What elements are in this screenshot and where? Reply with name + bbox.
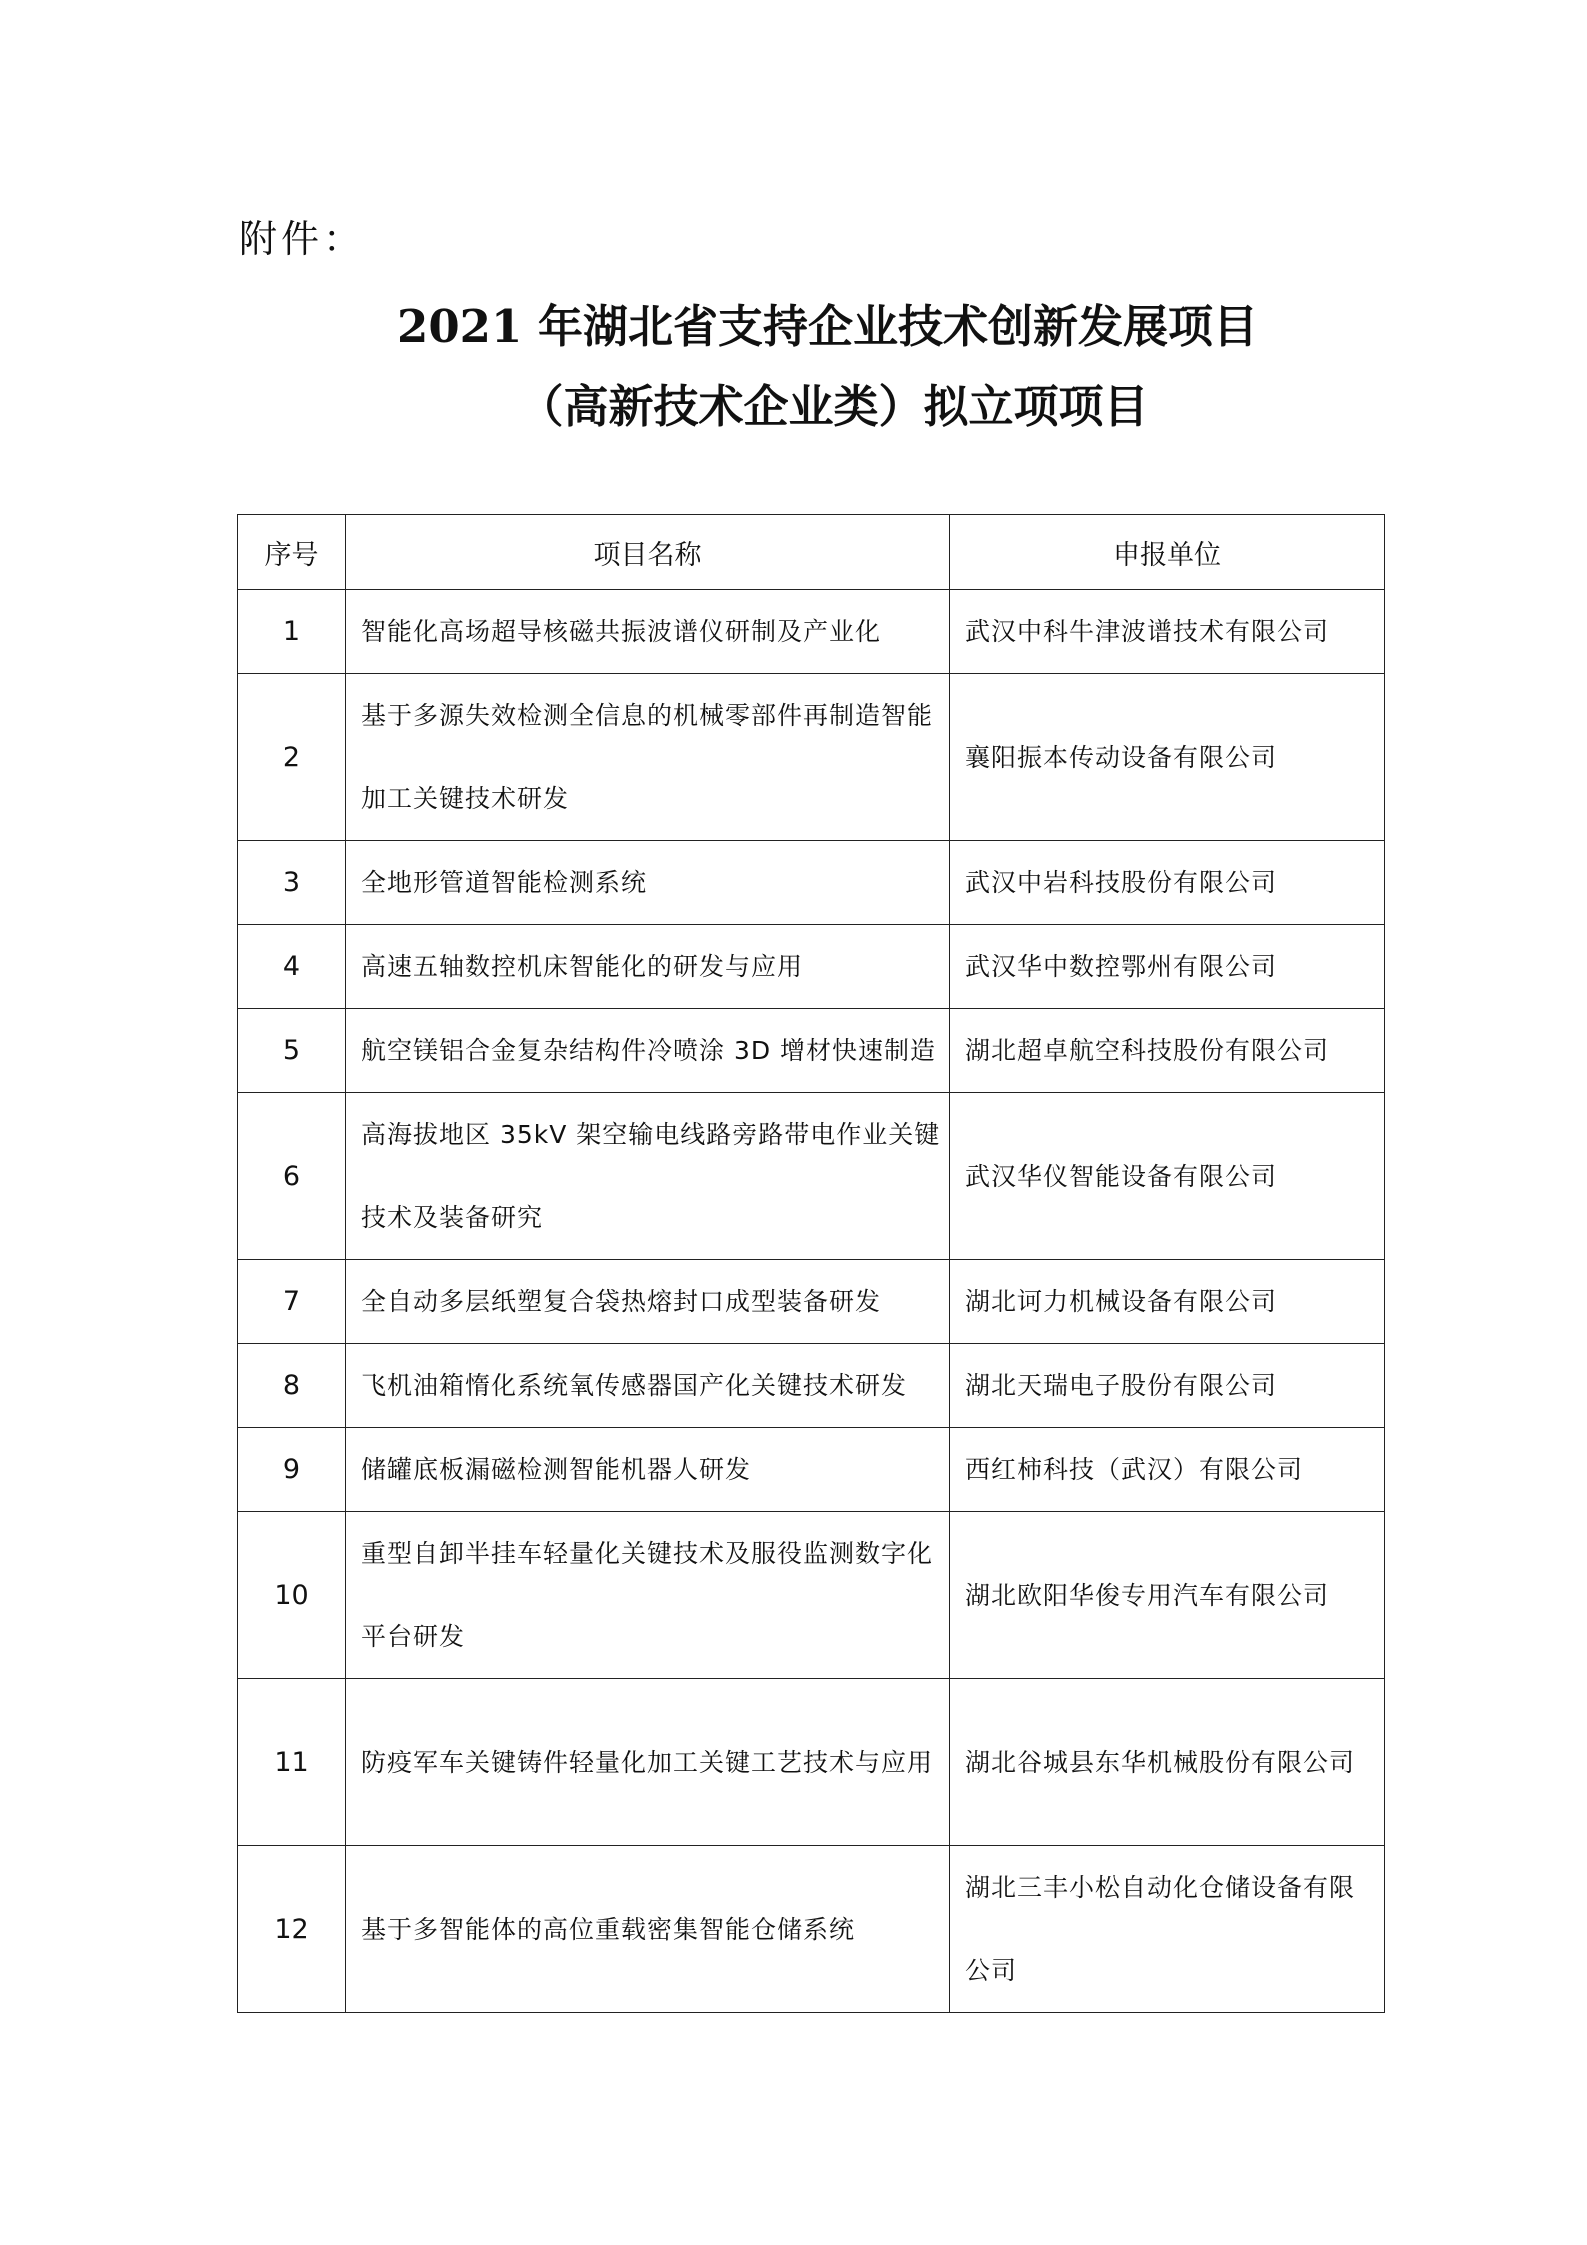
applicant-unit: 武汉华中数控鄂州有限公司 xyxy=(950,925,1385,1009)
document-subtitle: （高新技术企业类）拟立项项目 xyxy=(518,380,1149,433)
row-number: 8 xyxy=(238,1344,346,1428)
table-row xyxy=(238,590,1385,674)
table-header-row xyxy=(238,515,1385,590)
applicant-unit: 湖北欧阳华俊专用汽车有限公司 xyxy=(950,1512,1385,1679)
row-number: 12 xyxy=(238,1846,346,2013)
row-number: 1 xyxy=(238,590,346,674)
project-name: 基于多智能体的高位重载密集智能仓储系统 xyxy=(346,1846,950,2013)
applicant-unit: 湖北超卓航空科技股份有限公司 xyxy=(950,1009,1385,1093)
applicant-unit: 武汉华仪智能设备有限公司 xyxy=(950,1093,1385,1260)
row-number: 4 xyxy=(238,925,346,1009)
table-row xyxy=(238,1512,1385,1679)
project-name: 高海拔地区 35kV 架空输电线路旁路带电作业关键技术及装备研究 xyxy=(346,1093,950,1260)
applicant-unit: 武汉中科牛津波谱技术有限公司 xyxy=(950,590,1385,674)
row-number: 2 xyxy=(238,674,346,841)
header-no: 序号 xyxy=(238,515,346,590)
header-applicant: 申报单位 xyxy=(950,515,1385,590)
table-row xyxy=(238,1428,1385,1512)
project-name: 全地形管道智能检测系统 xyxy=(346,841,950,925)
project-name: 飞机油箱惰化系统氧传感器国产化关键技术研发 xyxy=(346,1344,950,1428)
row-number: 11 xyxy=(238,1679,346,1846)
project-name: 基于多源失效检测全信息的机械零部件再制造智能加工关键技术研发 xyxy=(346,674,950,841)
project-name: 航空镁铝合金复杂结构件冷喷涂 3D 增材快速制造 xyxy=(346,1009,950,1093)
table-row xyxy=(238,674,1385,841)
table-row xyxy=(238,1260,1385,1344)
row-number: 6 xyxy=(238,1093,346,1260)
table-row xyxy=(238,1009,1385,1093)
row-number: 9 xyxy=(238,1428,346,1512)
applicant-unit: 武汉中岩科技股份有限公司 xyxy=(950,841,1385,925)
project-name: 重型自卸半挂车轻量化关键技术及服役监测数字化平台研发 xyxy=(346,1512,950,1679)
row-number: 10 xyxy=(238,1512,346,1679)
table-row xyxy=(238,1679,1385,1846)
table-row xyxy=(238,841,1385,925)
table-row xyxy=(238,925,1385,1009)
row-number: 5 xyxy=(238,1009,346,1093)
attachment-label: 附件： xyxy=(239,217,366,261)
document-title: 2021 年湖北省支持企业技术创新发展项目 xyxy=(397,300,1258,353)
table-row xyxy=(238,1093,1385,1260)
project-name: 储罐底板漏磁检测智能机器人研发 xyxy=(346,1428,950,1512)
header-project-name: 项目名称 xyxy=(346,515,950,590)
applicant-unit: 湖北诃力机械设备有限公司 xyxy=(950,1260,1385,1344)
table-row xyxy=(238,1344,1385,1428)
applicant-unit: 湖北天瑞电子股份有限公司 xyxy=(950,1344,1385,1428)
project-name: 高速五轴数控机床智能化的研发与应用 xyxy=(346,925,950,1009)
applicant-unit: 湖北谷城县东华机械股份有限公司 xyxy=(950,1679,1385,1846)
applicant-unit: 西红柿科技（武汉）有限公司 xyxy=(950,1428,1385,1512)
project-name: 防疫军车关键铸件轻量化加工关键工艺技术与应用 xyxy=(346,1679,950,1846)
applicant-unit: 襄阳振本传动设备有限公司 xyxy=(950,674,1385,841)
project-table xyxy=(237,514,1385,2013)
row-number: 3 xyxy=(238,841,346,925)
applicant-unit: 湖北三丰小松自动化仓储设备有限公司 xyxy=(950,1846,1385,2013)
table-row xyxy=(238,1846,1385,2013)
project-name: 全自动多层纸塑复合袋热熔封口成型装备研发 xyxy=(346,1260,950,1344)
project-name: 智能化高场超导核磁共振波谱仪研制及产业化 xyxy=(346,590,950,674)
row-number: 7 xyxy=(238,1260,346,1344)
